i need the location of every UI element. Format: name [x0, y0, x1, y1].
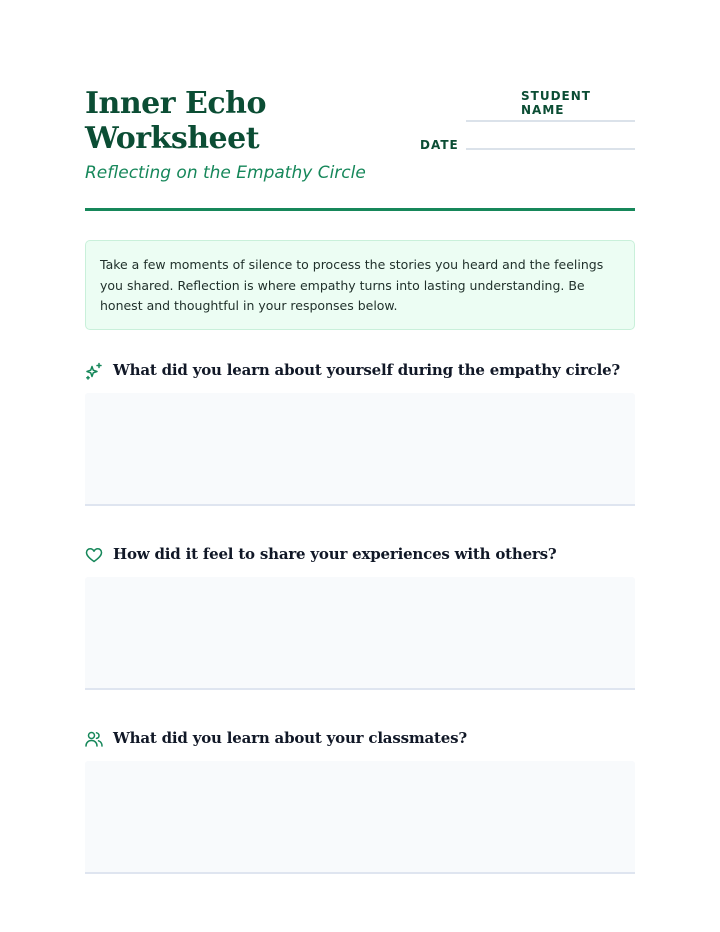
answer-box-2[interactable]	[85, 577, 635, 690]
intro-callout	[85, 240, 635, 330]
date-field[interactable]	[466, 148, 635, 150]
student-name-label: STUDENT NAME	[521, 89, 591, 117]
sparkles-icon	[85, 362, 103, 380]
question-2-header	[85, 545, 635, 569]
heart-icon	[85, 546, 103, 564]
header-divider	[85, 208, 635, 211]
question-2-text: How did it feel to share your experiences with others?	[113, 545, 557, 563]
worksheet-page	[85, 0, 635, 932]
question-3-header	[85, 729, 635, 753]
question-3	[85, 729, 635, 753]
answer-box-1[interactable]	[85, 393, 635, 506]
intro-text: Take a few moments of silence to process the stories you heard and the feelings you shared. Reflection is where empathy turns into lasting understanding. Be honest and thoughtful in your responses below.	[100, 257, 604, 313]
title-line-2: Worksheet	[85, 121, 260, 156]
student-name-field[interactable]	[466, 120, 635, 122]
question-1-header	[85, 361, 635, 385]
date-label: DATE	[420, 138, 459, 152]
answer-box-3[interactable]	[85, 761, 635, 874]
question-1-text: What did you learn about yourself during the empathy circle?	[113, 361, 621, 379]
page-subtitle: Reflecting on the Empathy Circle	[85, 163, 366, 183]
worksheet-header	[85, 86, 635, 210]
question-3-text: What did you learn about your classmates?	[113, 729, 467, 747]
question-1	[85, 361, 635, 385]
question-2	[85, 545, 635, 569]
page-title	[85, 86, 385, 156]
title-line-1: Inner Echo	[85, 86, 266, 121]
users-icon	[85, 730, 103, 748]
